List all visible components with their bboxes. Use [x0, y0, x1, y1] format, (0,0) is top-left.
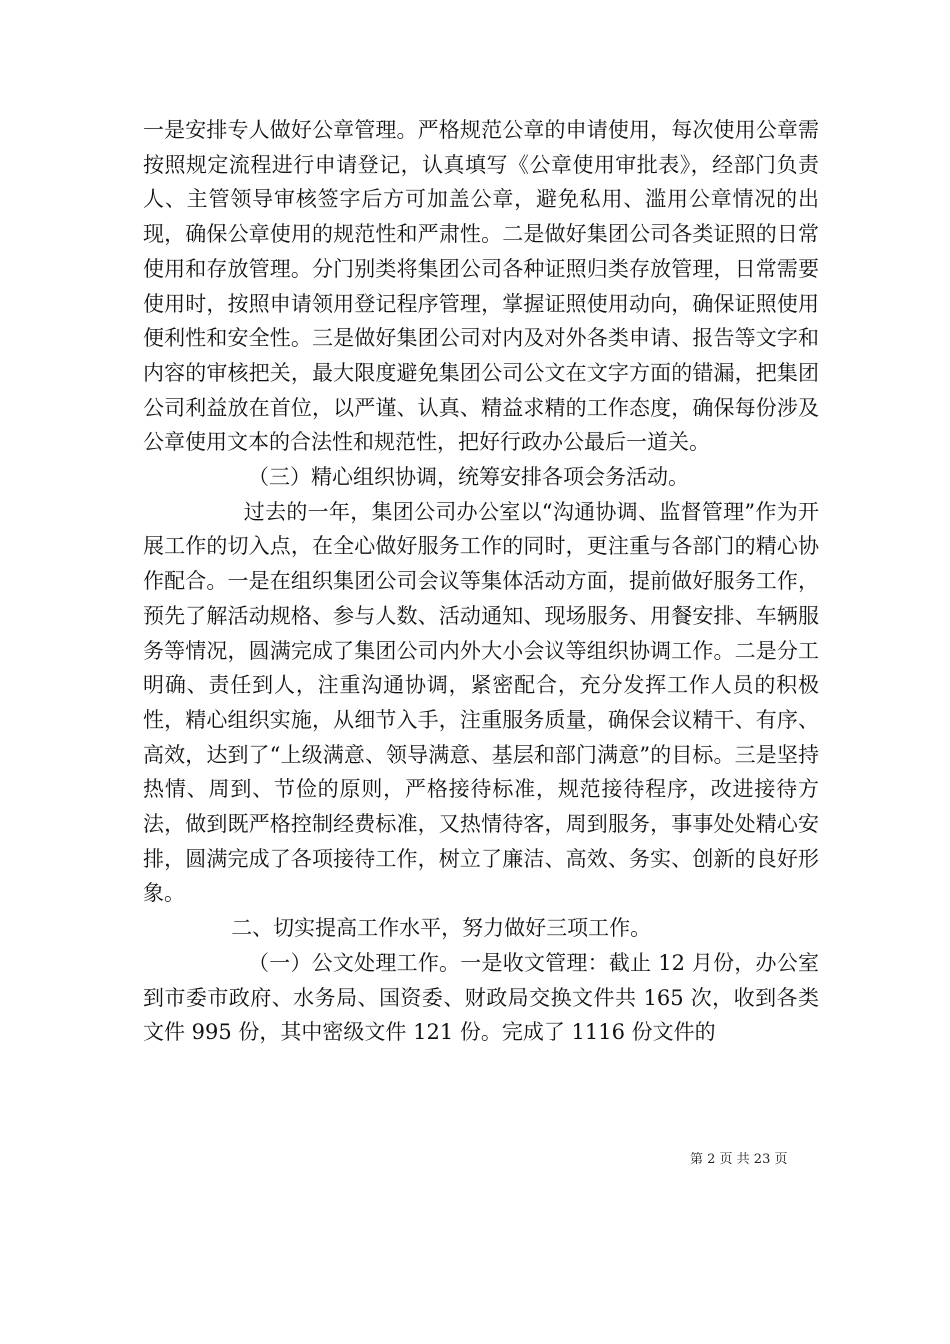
page-number-footer: 第 2 页 共 23 页 — [690, 1152, 788, 1167]
paragraph-document-processing: （一）公文处理工作。一是收文管理：截止 12 月份，办公室到市委市政府、水务局、国资委、财政局交换文件共 165 次，收到各类文件 995 份，其中密级文件 121 份。完成了 1116 份文件的 — [143, 950, 819, 1045]
paragraph-seal-management: 一是安排专人做好公章管理。严格规范公章的申请使用，每次使用公章需按照规定流程进行申请登记，认真填写《公章使用审批表》，经部门负责人、主管领导审核签字后方可加盖公章，避免私用、滥用公章情况的出现，确保公章使用的规范性和严肃性。二是做好集团公司各类证照的日常使用和存放管理。分门别类将集团公司各种证照归类存放管理，日常需要使用时，按照申请领用登记程序管理，掌握证照使用动向，确保证照使用便利性和安全性。三是做好集团公司对内及对外各类申请、报告等文字和内容的审核把关，最大限度避免集团公司公文在文字方面的错漏，把集团公司利益放在首位，以严谨、认真、精益求精的工作态度，确保每份涉及公章使用文本的合法性和规范性，把好行政办公最后一道关。 — [143, 118, 819, 455]
paragraph-meeting-activities: 过去的一年，集团公司办公室以“沟通协调、监督管理”作为开展工作的切入点，在全心做好服务工作的同时，更注重与各部门的精心协作配合。一是在组织集团公司会议等集体活动方面，提前做好服务工作，预先了解活动规格、参与人数、活动通知、现场服务、用餐安排、车辆服务等情况，圆满完成了集团公司内外大小会议等组织协调工作。二是分工明确、责任到人，注重沟通协调，紧密配合，充分发挥工作人员的积极性，精心组织实施，从细节入手，注重服务质量，确保会议精干、有序、高效，达到了“上级满意、领导满意、基层和部门满意”的目标。三是坚持热情、周到、节俭的原则，严格接待标准，规范接待程序，改进接待方法，做到既严格控制经费标准，又热情待客，周到服务，事事处处精心安排，圆满完成了各项接待工作，树立了廉洁、高效、务实、创新的良好形象。 — [143, 499, 819, 906]
subheading-meeting-coordination: （三）精心组织协调，统筹安排各项会务活动。 — [248, 465, 689, 490]
document-body — [143, 113, 819, 1050]
heading-section-two: 二、切实提高工作水平，努力做好三项工作。 — [231, 916, 652, 941]
